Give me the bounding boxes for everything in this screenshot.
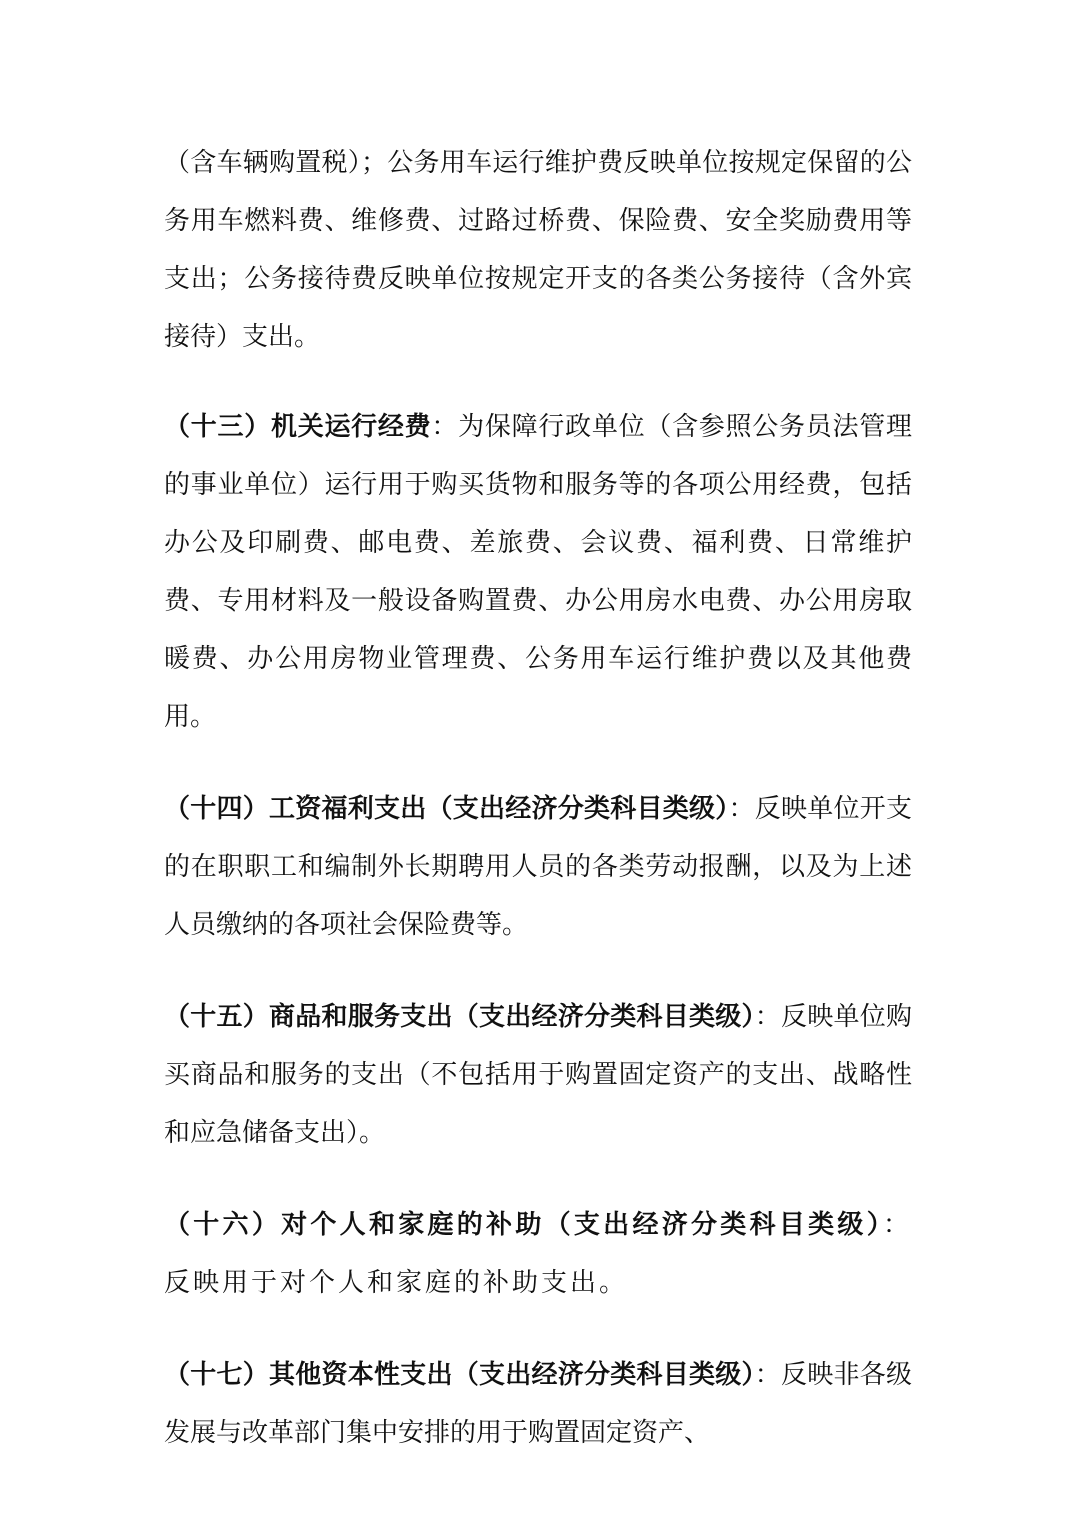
paragraph-text: ：反映用于对个人和家庭的补助支出。: [164, 1210, 912, 1298]
paragraph-15: [164, 988, 912, 1162]
term-heading-13: （十三）机关运行经费: [164, 412, 432, 442]
paragraph-16: [164, 1196, 912, 1312]
term-heading-14: （十四）工资福利支出（支出经济分类科目类级）: [164, 794, 729, 824]
paragraph-continuation: [164, 134, 912, 366]
paragraph-17: [164, 1346, 912, 1462]
paragraph-text: ：为保障行政单位（含参照公务员法管理的事业单位）运行用于购买货物和服务等的各项公用经费，包括办公及印刷费、邮电费、差旅费、会议费、福利费、日常维护费、专用材料及一般设备购置费、办公用房水电费、办公用房取暖费、办公用房物业管理费、公务用车运行维护费以及其他费用。: [164, 412, 912, 732]
paragraph-text: ：反映单位开支的在职职工和编制外长期聘用人员的各类劳动报酬，以及为上述人员缴纳的各项社会保险费等。: [164, 794, 912, 940]
term-heading-16: （十六）对个人和家庭的补助（支出经济分类科目类级）: [164, 1210, 883, 1240]
term-heading-15: （十五）商品和服务支出（支出经济分类科目类级）: [164, 1002, 755, 1032]
paragraph-text: ：反映单位购买商品和服务的支出（不包括用于购置固定资产的支出、战略性和应急储备支出）。: [164, 1002, 912, 1148]
paragraph-14: [164, 780, 912, 954]
document-page: [164, 134, 912, 1496]
paragraph-13: [164, 398, 912, 746]
paragraph-text: ：反映非各级发展与改革部门集中安排的用于购置固定资产、: [164, 1360, 912, 1448]
paragraph-text: （含车辆购置税）；公务用车运行维护费反映单位按规定保留的公务用车燃料费、维修费、过路过桥费、保险费、安全奖励费用等支出；公务接待费反映单位按规定开支的各类公务接待（含外宾接待）支出。: [164, 148, 912, 352]
term-heading-17: （十七）其他资本性支出（支出经济分类科目类级）: [164, 1360, 755, 1390]
